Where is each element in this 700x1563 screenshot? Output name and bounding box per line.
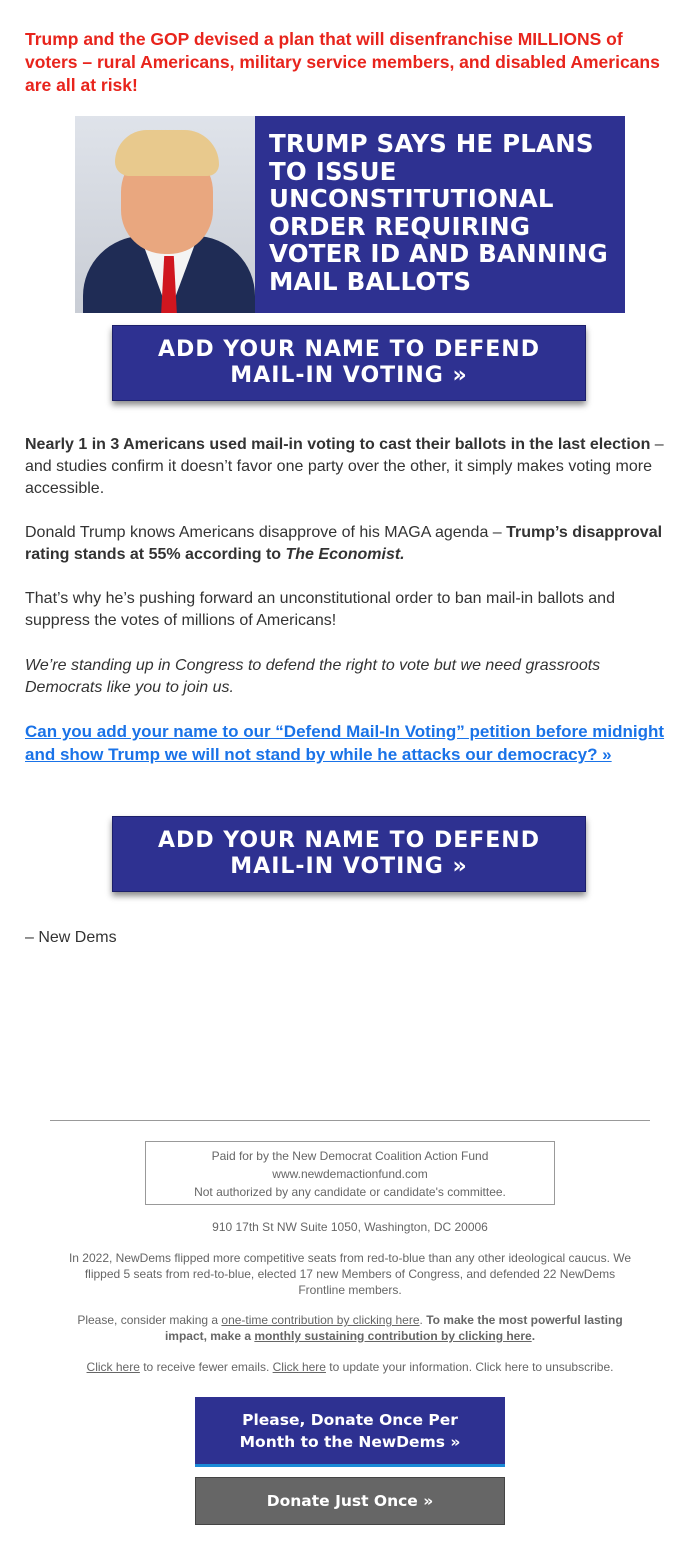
- fewer-emails-link[interactable]: Click here: [86, 1360, 140, 1374]
- paragraph-disapproval: [25, 522, 665, 566]
- paragraph-mail-in-stat: [25, 434, 665, 500]
- paragraph-order: That’s why he’s pushing forward an unconstitutional order to ban mail-in ballots and suppress the votes of millions of Americans!: [25, 590, 615, 629]
- stat-rest: – and studies confirm it doesn’t favor one party over the other, it simply makes voting more accessible.: [25, 436, 664, 497]
- disapproval-bold: Trump’s disapproval rating stands at 55% according to The Economist.: [25, 524, 663, 563]
- contribution-bold: To make the most powerful lasting impact, make a monthly sustaining contribution by clicking here.: [164, 1313, 623, 1343]
- petition-link[interactable]: Can you add your name to our “Defend Mail-In Voting” petition before midnight and show Trump we will not stand by while he attacks our democracy? »: [25, 722, 665, 764]
- add-name-button-top[interactable]: ADD YOUR NAME TO DEFEND MAIL-IN VOTING »: [112, 325, 586, 401]
- footer-about: In 2022, NewDems flipped more competitive seats from red-to-blue than any other ideological caucus. We flipped 5 seats from red-to-blue, elected 17 new Members of Congress, and defended 22 NewDems Frontline members.: [68, 1251, 632, 1297]
- footer-divider: [50, 1120, 650, 1121]
- signoff: – New Dems: [25, 929, 117, 946]
- donate-once-button[interactable]: Donate Just Once »: [195, 1477, 505, 1525]
- economist-title: The Economist.: [285, 546, 405, 563]
- paid-line-2: www.newdemactionfund.com: [272, 1167, 428, 1181]
- update-info-link[interactable]: Click here: [272, 1360, 326, 1374]
- paragraph-congress: We’re standing up in Congress to defend the right to vote but we need grassroots Democrats like you to join us.: [25, 657, 601, 696]
- disapproval-start: Donald Trump knows Americans disapprove of his MAGA agenda –: [25, 524, 507, 541]
- footer-address: 910 17th St NW Suite 1050, Washington, DC 20006: [212, 1220, 488, 1234]
- hero-banner[interactable]: [75, 116, 625, 313]
- paid-line-1: Paid for by the New Democrat Coalition Action Fund: [211, 1149, 489, 1163]
- paid-line-3: Not authorized by any candidate or candidate's committee.: [194, 1185, 506, 1199]
- footer-contribution: Please, consider making a one-time contribution by clicking here. To make the most powerful lasting impact, make a monthly sustaining contribution by clicking here.: [77, 1313, 623, 1343]
- headline: Trump and the GOP devised a plan that will disenfranchise MILLIONS of voters – rural Americans, military service members, and disabled Americans are all at risk!: [25, 29, 660, 95]
- petition-paragraph: [25, 721, 665, 767]
- stat-bold: Nearly 1 in 3 Americans used mail-in voting to cast their ballots in the last election: [25, 436, 651, 453]
- footer-email-prefs: Click here to receive fewer emails. Click here to update your information. Click here to unsubscribe.: [86, 1360, 614, 1374]
- donate-monthly-button[interactable]: Please, Donate Once Per Month to the NewDems »: [195, 1397, 505, 1467]
- one-time-contribution-link[interactable]: one-time contribution by clicking here: [221, 1313, 420, 1327]
- banner-headline: TRUMP SAYS HE PLANS TO ISSUE UNCONSTITUTIONAL ORDER REQUIRING VOTER ID AND BANNING MAIL BALLOTS: [269, 129, 608, 296]
- monthly-contribution-link[interactable]: monthly sustaining contribution by clicking here: [254, 1329, 532, 1343]
- paid-for-box: [145, 1141, 555, 1205]
- add-name-button-bottom[interactable]: ADD YOUR NAME TO DEFEND MAIL-IN VOTING »: [112, 816, 586, 892]
- portrait-photo: [75, 116, 255, 313]
